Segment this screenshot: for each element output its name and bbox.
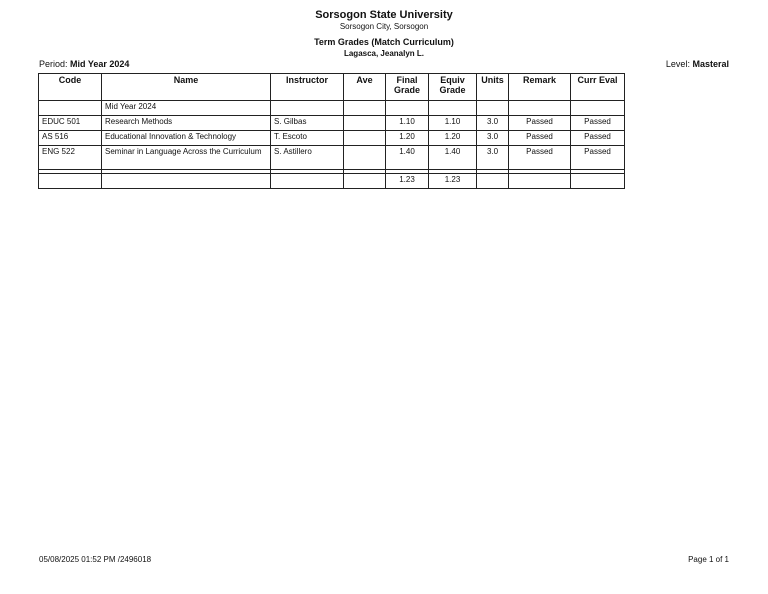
col-curr-eval: Curr Eval [571, 74, 625, 101]
period-field [39, 59, 129, 69]
cell-final: 1.20 [386, 131, 429, 146]
table-row [39, 131, 625, 146]
cell-equiv: 1.20 [429, 131, 477, 146]
student-name: Lagasca, Jeanalyn L. [343, 49, 425, 58]
page-number: Page 1 of 1 [688, 555, 729, 564]
table-header-row [39, 74, 625, 101]
totals-row [39, 174, 625, 189]
university-name: Sorsogon State University [315, 9, 453, 21]
total-equiv: 1.23 [429, 174, 477, 189]
cell-eval: Passed [571, 131, 625, 146]
cell-name: Research Methods [102, 116, 271, 131]
col-final-grade: Final Grade [386, 74, 429, 101]
cell-instructor: S. Gilbas [271, 116, 344, 131]
period-label: Period: [39, 59, 68, 69]
cell-final: 1.10 [386, 116, 429, 131]
col-remark: Remark [509, 74, 571, 101]
cell-name: Educational Innovation & Technology [102, 131, 271, 146]
level-value: Masteral [692, 59, 729, 69]
print-timestamp: 05/08/2025 01:52 PM /2496018 [39, 555, 152, 564]
cell-code: AS 516 [39, 131, 102, 146]
university-city: Sorsogon City, Sorsogon [339, 22, 429, 31]
cell-name: Seminar in Language Across the Curriculum [102, 146, 271, 170]
cell-equiv: 1.40 [429, 146, 477, 170]
level-label: Level: [665, 59, 690, 69]
cell-code: ENG 522 [39, 146, 102, 170]
cell-code: EDUC 501 [39, 116, 102, 131]
term-row [39, 101, 625, 116]
cell-units: 3.0 [477, 131, 509, 146]
cell-remark: Passed [509, 146, 571, 170]
total-final: 1.23 [386, 174, 429, 189]
col-code: Code [39, 74, 102, 101]
cell-equiv: 1.10 [429, 116, 477, 131]
cell-remark: Passed [509, 116, 571, 131]
level-field [666, 59, 729, 69]
cell-remark: Passed [509, 131, 571, 146]
term-label: Mid Year 2024 [102, 101, 271, 116]
cell-instructor: S. Astillero [271, 146, 344, 170]
col-ave: Ave [344, 74, 386, 101]
period-value: Mid Year 2024 [70, 59, 130, 69]
col-instructor: Instructor [271, 74, 344, 101]
cell-ave [344, 146, 386, 170]
cell-eval: Passed [571, 116, 625, 131]
cell-ave [344, 131, 386, 146]
col-units: Units [477, 74, 509, 101]
table-row [39, 116, 625, 131]
grades-table [38, 73, 625, 189]
cell-final: 1.40 [386, 146, 429, 170]
col-equiv-grade: Equiv Grade [429, 74, 477, 101]
cell-units: 3.0 [477, 146, 509, 170]
table-row [39, 146, 625, 170]
cell-ave [344, 116, 386, 131]
col-name: Name [102, 74, 271, 101]
cell-instructor: T. Escoto [271, 131, 344, 146]
cell-units: 3.0 [477, 116, 509, 131]
report-title: Term Grades (Match Curriculum) [314, 37, 454, 47]
cell-eval: Passed [571, 146, 625, 170]
